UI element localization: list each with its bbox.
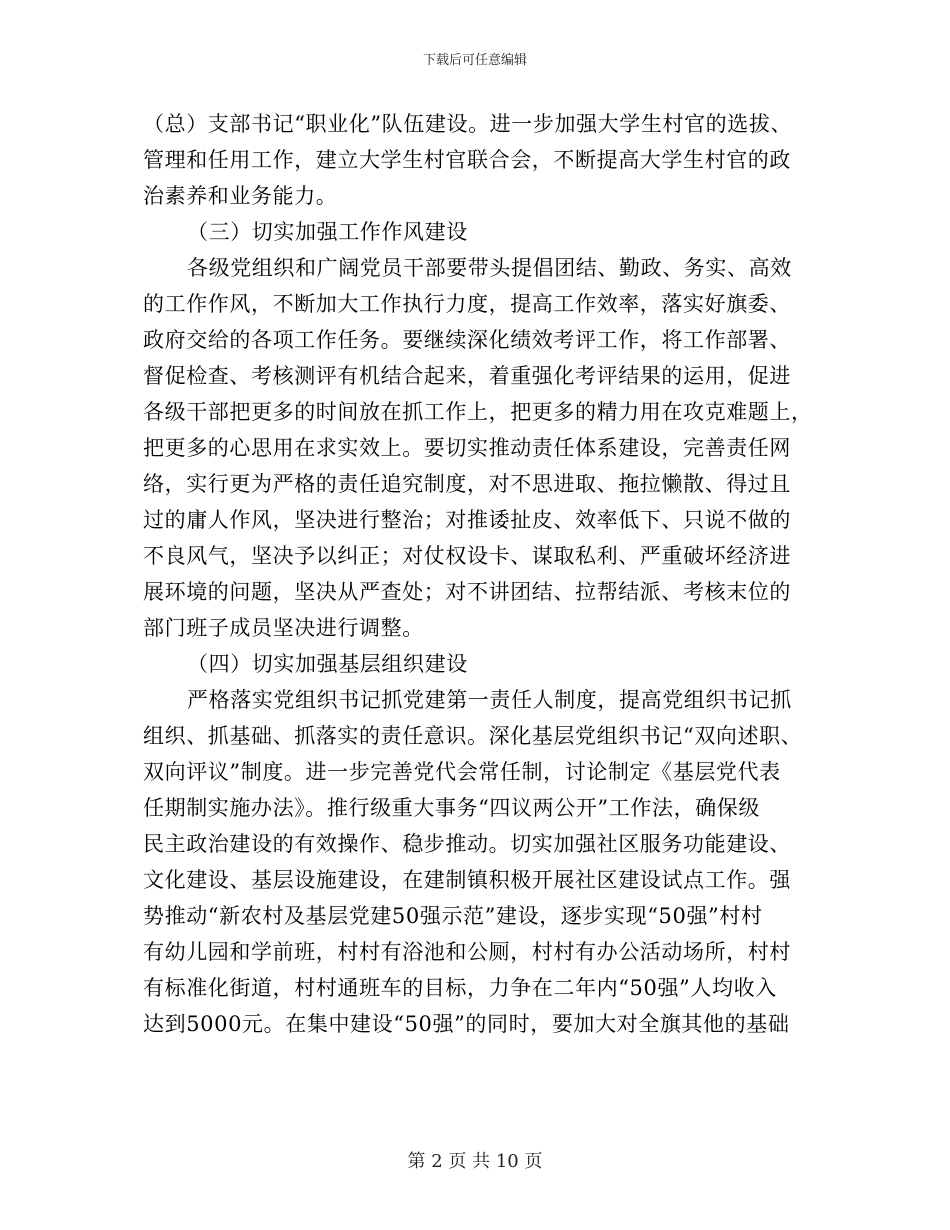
section-heading-3: （三）切实加强工作作风建设	[187, 220, 468, 244]
document-body	[143, 106, 813, 1042]
body-line: 各级干部把更多的时间放在抓工作上，把更多的精力用在攻克难题上，	[143, 400, 813, 424]
body-line: 政府交给的各项工作任务。要继续深化绩效考评工作，将工作部署、	[143, 328, 791, 352]
body-line: 管理和任用工作，建立大学生村官联合会，不断提高大学生村官的政	[143, 148, 791, 172]
body-line: 文化建设、基层设施建设，在建制镇积极开展社区建设试点工作。强	[143, 868, 791, 892]
body-line: 把更多的心思用在求实效上。要切实推动责任体系建设，完善责任网	[143, 436, 791, 460]
body-line: 督促检查、考核测评有机结合起来，着重强化考评结果的运用，促进	[143, 364, 791, 388]
body-line: 组织、抓基础、抓落实的责任意识。深化基层党组织书记“双向述职、	[143, 724, 803, 748]
body-line: 展环境的问题，坚决从严查处；对不讲团结、拉帮结派、考核末位的	[143, 580, 791, 604]
body-line: 有标准化街道，村村通班车的目标，力争在二年内“50强”人均收入	[143, 976, 777, 1000]
body-line: 过的庸人作风，坚决进行整治；对推诿扯皮、效率低下、只说不做的	[143, 508, 791, 532]
body-line: 各级党组织和广阔党员干部要带头提倡团结、勤政、务实、高效	[187, 256, 792, 280]
body-line: 有幼儿园和学前班，村村有浴池和公厕，村村有办公活动场所，村村	[143, 940, 791, 964]
body-line: 不良风气，坚决予以纠正；对仗权设卡、谋取私利、严重破坏经济进	[143, 544, 791, 568]
body-line: 部门班子成员坚决进行调整。	[143, 616, 424, 640]
page-header: 下载后可任意编辑	[422, 53, 527, 68]
body-line: 双向评议”制度。进一步完善党代会常任制，讨论制定《基层党代表	[143, 760, 781, 784]
body-line: 达到5000元。在集中建设“50强”的同时，要加大对全旗其他的基础	[143, 1012, 790, 1036]
page-number-footer: 第 2 页 共 10 页	[407, 1151, 543, 1172]
body-line: 任期制实施办法》。推行级重大事务“四议两公开”工作法，确保级	[143, 796, 760, 820]
body-line: 治素养和业务能力。	[143, 184, 338, 208]
section-heading-4: （四）切实加强基层组织建设	[187, 652, 468, 676]
body-line: 民主政治建设的有效操作、稳步推动。切实加强社区服务功能建设、	[143, 832, 791, 856]
body-line: 势推动“新农村及基层党建50强示范”建设，逐步实现“50强”村村	[143, 904, 763, 928]
body-line: （总）支部书记“职业化”队伍建设。进一步加强大学生村官的选拔、	[143, 112, 793, 136]
body-line: 络，实行更为严格的责任追究制度，对不思进取、拖拉懒散、得过且	[143, 472, 791, 496]
body-line: 严格落实党组织书记抓党建第一责任人制度，提高党组织书记抓	[187, 688, 792, 712]
body-line: 的工作作风，不断加大工作执行力度，提高工作效率，落实好旗委、	[143, 292, 791, 316]
